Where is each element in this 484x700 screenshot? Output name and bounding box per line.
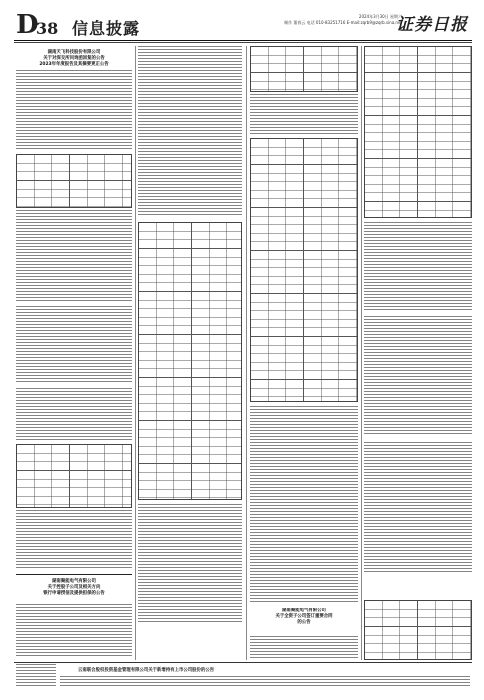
body-text: [250, 636, 358, 658]
body-text: [250, 406, 358, 604]
page-number: 38: [36, 19, 59, 38]
bottom-rule: [14, 662, 472, 663]
data-table: [250, 138, 358, 402]
notice-title-1-line-2: 关于对深交所问询函回复的公告: [43, 56, 105, 61]
newspaper-masthead: 证券日报: [396, 15, 468, 35]
body-text: [138, 504, 242, 624]
notice-3-title-box: [250, 608, 358, 632]
column-3: [250, 46, 358, 666]
column-bottom-left-text: [16, 664, 56, 688]
data-table: [250, 46, 358, 92]
body-text: [364, 222, 472, 312]
column-3-lower-text: [250, 636, 358, 660]
header-meta: [284, 14, 402, 26]
body-text: [138, 46, 242, 216]
column-2: [138, 46, 242, 666]
section-title: 信息披露: [72, 19, 141, 38]
header-contact: 制作 董春云 电话 010-83251716 E-mail:zqrb9@zqrb.sina.net: [284, 20, 402, 25]
data-table: [16, 154, 132, 208]
data-table: [364, 46, 472, 218]
column-divider: [135, 46, 136, 660]
notice-title-1-line-1: 湖南天飞科技股份有限公司: [47, 50, 101, 55]
page-header: [14, 8, 472, 40]
body-text: [16, 306, 132, 384]
body-text: [16, 210, 132, 302]
body-text: [364, 442, 472, 574]
data-table: [138, 222, 242, 500]
column-divider: [361, 46, 362, 660]
body-text: [364, 316, 472, 436]
body-text: [16, 664, 56, 686]
notice-title-2-line-1: 湖南聚能电气有限公司: [52, 579, 96, 584]
column-bottom-text: [60, 676, 470, 690]
notice-title-1-line-3: 2023年年度报告及其摘要更正公告: [39, 62, 109, 67]
page-letter: D: [16, 10, 39, 40]
data-table: [364, 600, 472, 660]
notice-title-2-line-3: 银行申请授信及提供担保的公告: [43, 591, 105, 596]
data-table: [16, 444, 132, 508]
body-text: [16, 70, 132, 150]
header-date: 2024年3月30日 星期六: [358, 14, 402, 19]
body-text: [16, 604, 132, 658]
body-text: [60, 676, 470, 688]
header-rule: [14, 40, 472, 41]
header-rule-thin: [14, 42, 472, 43]
notice-title-3-line-1: 湖南聚能电气有限公司: [282, 608, 326, 613]
notice-title-4: 云南联合股权投资基金管理有限公司关于新增持有上市公司股份的公告: [78, 668, 215, 673]
notice-title-3-line-2: 关于全资子公司签订重要合同: [275, 614, 333, 619]
body-text: [16, 510, 132, 570]
body-text: [250, 94, 358, 134]
column-divider: [246, 46, 247, 660]
notice-title-3-line-3: 的公告: [297, 620, 311, 625]
column-1-lower-text: [16, 604, 132, 660]
notice-title-2-line-2: 关于控股子公司及相关方向: [47, 585, 101, 590]
body-text: [16, 388, 132, 440]
column-4: [364, 46, 472, 666]
